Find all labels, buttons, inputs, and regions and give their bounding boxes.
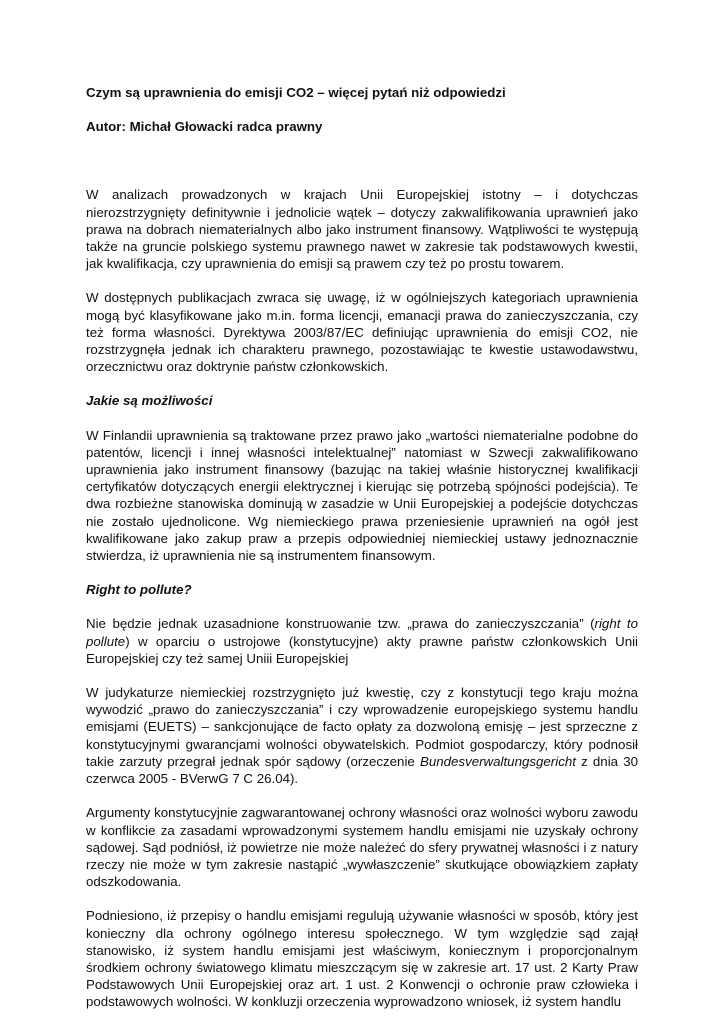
text-segment: ) w oparciu o ustrojowe (konstytucyjne) akty prawne państw członkowskich Unii Europejskiej czy też samej Uniii Europejskiej <box>86 633 638 666</box>
text-segment: W judykaturze niemieckiej rozstrzygnięto już kwestię, czy z konstytucji tego kraju można wywodzić „prawo do zanieczyszczania” i czy wprowadzenie europejskiego systemu handlu emisjami (EUETS) – sankcjonujące de facto opłaty za dozwoloną emisję – jest sprzeczne z konstytucyjnymi gwarancjami wolności obywatelskich. Podmiot gospodarczy, który podnosił takie zarzuty przegrał jednak spór sądowy (orzeczenie <box>86 685 638 769</box>
section-heading-right-to-pollute: Right to pollute? <box>86 582 192 598</box>
document-author: Autor: Michał Głowacki radca prawny <box>86 119 323 135</box>
paragraph-intro: W analizach prowadzonych w krajach Unii Europejskiej istotny – i dotychczas nierozstrzygnięty definitywnie i jednolicie wątek – dotyczy zakwalifikowania uprawnień jako prawa na dobrach niematerialnych albo jako instrument finansowy. Wątpliwości te występują także na gruncie polskiego systemu prawnego nawet w zakresie tak podstawowych kwestii, jak kwalifikacja, czy uprawnienia do emisji są prawem czy też po prostu towarem. <box>86 187 638 272</box>
document-title: Czym są uprawnienia do emisji CO2 – więcej pytań niż odpowiedzi <box>86 85 506 100</box>
italic-court-name: Bundesverwaltungsgericht <box>419 753 576 769</box>
paragraph-publications: W dostępnych publikacjach zwraca się uwagę, iż w ogólniejszych kategoriach uprawnienia mogą być klasyfikowane jako m.in. forma licencji, emanacji prawa do zanieczyszczania, czy też forma własności. Dyrektywa 2003/87/EC definiując uprawnienia do emisji CO2, nie rozstrzygnęła jednak ich charakteru prawnego, pozostawiając te kwestie ustawodawstwu, orzecznictwu oraz doktrynie państw członkowskich. <box>86 290 638 375</box>
italic-term: right to pollute <box>86 616 638 649</box>
paragraph-finland-sweden: W Finlandii uprawnienia są traktowane przez prawo jako „wartości niematerialne podobne do patentów, licencji i innej własności intelektualnej” natomiast w Szwecji zakwalifikowano uprawnienia jako instrument finansowy (bazując na takiej właśnie historycznej kwalifikacji certyfikatów dotyczących energii elektrycznej i kierując się potrzebą spójności podejścia). Te dwa rozbieżne stanowiska dominują w zasadzie w Unii Europejskiej a podejście dotychczas nie zostało ujednolicone. Wg niemieckiego prawa przeniesienie uprawnień na ogół jest kwalifikowane jako zakup praw a przepis odpowiedniej niemieckiej ustawy jednoznacznie stwierdza, iż uprawnienia nie są instrumentem finansowym. <box>86 427 638 564</box>
section-heading-possibilities: Jakie są możliwości <box>86 393 213 409</box>
paragraph-right-to-pollute <box>86 615 638 667</box>
text-segment: Nie będzie jednak uzasadnione konstruowanie tzw. „prawa do zanieczyszczania” ( <box>86 616 595 632</box>
paragraph-german-judicature <box>86 684 638 787</box>
paragraph-conclusion: Podniesiono, iż przepisy o handlu emisjami regulują używanie własności w sposób, który jest konieczny dla ochrony ogólnego interesu społecznego. W tym względzie sąd zajął stanowisko, iż system handlu emisjami jest właściwym, koniecznym i proporcjonalnym środkiem ochrony światowego klimatu mieszczącym się w zakresie art. 17 ust. 2 Karty Praw Podstawowych Unii Europejskiej oraz art. 1 ust. 2 Konwencji o ochronie praw człowieka i podstawowych wolności. W konkluzji orzeczenia wyprowadzono wniosek, iż system handlu <box>86 908 638 1010</box>
spacer <box>86 135 638 186</box>
paragraph-property-arguments: Argumenty konstytucyjnie zagwarantowanej ochrony własności oraz wolności wyboru zawodu w konflikcie za zasadami wprowadzonymi systemem handlu emisjami nie uzyskały ochrony sądowej. Sąd podniósł, iż powietrze nie może należeć do sfery prywatnej własności i z natury rzeczy nie może w tym zakresie nastąpić „wywłaszczenie” skutkujące obowiązkiem zapłaty odszkodowania. <box>86 805 638 890</box>
text-segment: z dnia 30 czerwca 2005 - BVerwG 7 C 26.04). <box>86 753 638 787</box>
